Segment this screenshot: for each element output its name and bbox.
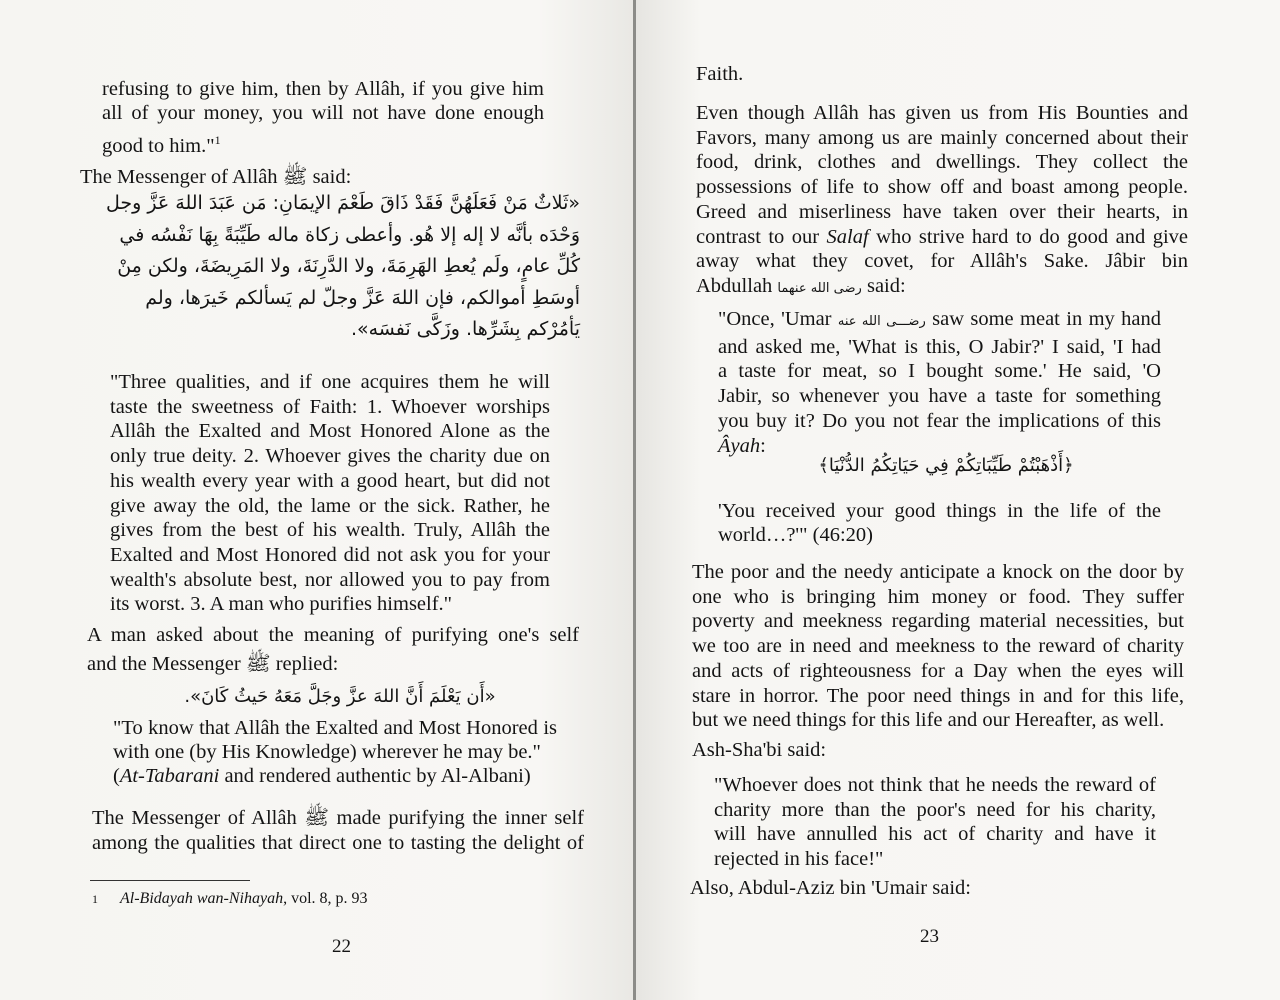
translation-line: Allâh the Exalted and Most Honored Alone as the xyxy=(110,420,550,443)
para-line: Even though Allâh has given us from His Bounties and xyxy=(696,102,1188,124)
arabic-line: كُلِّ عامٍ، ولَم يُعطِ الهَرِمَةَ، ولا الدَّرِنَةَ، ولا المَرِيضَةَ، ولكن مِنْ xyxy=(117,255,580,277)
arabic-ayah: ﴿أَذْهَبْتُمْ طَيِّبَاتِكُمْ فِي حَيَاتِكُمُ الدُّنْيَا﴾ xyxy=(818,455,1074,476)
translation-line: its worst. 3. A man who purifies himself." xyxy=(110,593,453,616)
quote-line: charity more than the poor's need for his charity, xyxy=(714,798,1156,821)
translation-line: taste the sweetness of Faith: 1. Whoever worships xyxy=(110,395,550,418)
para-line: Greed and miserliness have taken over their hearts, in xyxy=(696,200,1188,223)
quote-line: and asked me, 'What is this, O Jabir?' I said, 'I had xyxy=(718,335,1161,358)
arabic-line: أوسَطِ أموالكم، فإن اللهَ عَزَّ وجلّ لم يَسألكم خَيرَها، ولم xyxy=(145,286,580,309)
hadith-translation xyxy=(110,370,550,617)
question-line-2: and the Messenger ﷺ replied: xyxy=(87,653,339,675)
paragraph-1 xyxy=(696,101,1188,302)
closing-line-2: among the qualities that direct one to tasting the delight of xyxy=(92,832,584,854)
left-page xyxy=(0,0,633,1000)
translation-line: wealth's absolute best, nor allowed you to pay from xyxy=(110,568,550,591)
shabi-quote xyxy=(714,773,1156,872)
para-line: Favors, many among us are mainly concerned about their xyxy=(696,126,1188,149)
quote-line: Jabir, so whenever you have a taste for something xyxy=(718,385,1161,408)
para-line: stare in horror. The poor need things in and for this life, xyxy=(692,684,1184,707)
translation-line: give away the old, the lame or the sick. Rather, he xyxy=(110,494,550,517)
honorific-arabic: رضـــى الله عنه xyxy=(837,314,926,329)
right-page xyxy=(636,0,1280,1000)
jabir-quote xyxy=(718,307,1161,458)
honorific-arabic: رضى الله عنهما xyxy=(777,280,862,296)
reply-translation-line-2: with one (by His Knowledge) wherever he may be." xyxy=(113,741,541,763)
opening-line-3: good to him."$^1$ xyxy=(102,133,221,157)
para-line: one who is bringing him money or food. They suffer xyxy=(692,585,1184,608)
footnote-rule xyxy=(90,880,250,881)
page-number: 23 xyxy=(920,926,939,947)
hadith-intro: The Messenger of Allâh ﷺ said: xyxy=(80,166,352,188)
opening-line-2: all of your money, you will not have done enough xyxy=(102,102,544,124)
source-title: At-Tabarani xyxy=(119,765,220,787)
para-line: possessions of life to show off and boast among people. xyxy=(696,176,1188,199)
footnote: 1 Al-Bidayah wan-Nihayah, vol. 8, p. 93 xyxy=(92,890,368,907)
first-line: Faith. xyxy=(696,63,744,85)
para-line: poverty and meekness regarding material necessities, but xyxy=(692,610,1184,633)
page-number: 22 xyxy=(332,936,351,957)
source-citation: (At-Tabarani and rendered authentic by Al-Albani) xyxy=(113,765,531,787)
arabic-hadith xyxy=(100,188,580,346)
para-line: away what they covet, for Allâh's Sake. Jâbir bin xyxy=(696,250,1188,273)
translation-line: only true deity. 2. Whoever gives the charity due on xyxy=(110,445,550,468)
ayah-translation-line-2: world…?'" (46:20) xyxy=(718,524,873,546)
quote-line: you buy it? Do you not fear the implications of this xyxy=(718,409,1161,432)
para-line: and acts of righteousness for a Day when the eyes will xyxy=(692,659,1184,682)
translation-line: "Three qualities, and if one acquires them he will xyxy=(110,371,550,393)
translation-line: gives from the best of his wealth. Truly, Allâh the xyxy=(110,519,550,542)
quote-line: "Whoever does not think that he needs the reward of xyxy=(714,774,1156,796)
para-line-jabir: Abdullah رضى الله عنهما said: xyxy=(696,274,906,297)
quote-line-ayah: Âyah: xyxy=(718,434,766,457)
footnote-title: Al-Bidayah wan-Nihayah xyxy=(120,890,284,907)
arabic-reply: «أَن يَعْلَمَ أَنَّ اللهَ عزَّ وجَلَّ مَعَهُ حَيثُ كَانَ». xyxy=(184,686,496,707)
quote-line: will have annulled his act of charity and have it xyxy=(714,823,1156,846)
quote-line: a taste for meat, so I bought some.' He said, 'O xyxy=(718,360,1161,383)
reply-translation-line-1: "To know that Allâh the Exalted and Most Honored is xyxy=(113,717,557,739)
opening-line-1: refusing to give him, then by Allâh, if you give him xyxy=(102,78,544,100)
translation-line: Exalted and Most Honored did not ask you for your xyxy=(110,543,550,566)
arabic-line: يَأمُرْكم بِشَرِّها. وزَكَّى نَفسَه». xyxy=(350,318,580,340)
arabic-line: وَحْدَه بأنَّه لا إله إلا هُو. وأعطى زكاة ماله طَيِّبَةً بِهَا نَفْسُه في xyxy=(119,223,580,246)
para-line: food, drink, clothes and dwellings. They collect the xyxy=(696,151,1188,174)
ayah-term: Âyah xyxy=(718,434,761,457)
paragraph-2 xyxy=(692,560,1184,733)
para-line: but we need things for this life and our Hereafter, as well. xyxy=(692,709,1165,732)
ayah-translation-line-1: 'You received your good things in the life of the xyxy=(718,500,1161,522)
para-line-salaf: contrast to our Salaf who strive hard to do good and give xyxy=(696,225,1188,248)
shabi-intro: Ash-Sha'bi said: xyxy=(692,739,827,761)
footnote-ref[interactable]: 1 xyxy=(214,133,221,147)
question-line-1: A man asked about the meaning of purifying one's self xyxy=(87,624,579,646)
quote-line: rejected in his face!" xyxy=(714,848,884,871)
para-line: The poor and the needy anticipate a knock on the door by xyxy=(692,561,1184,583)
salaf-term: Salaf xyxy=(826,225,869,248)
last-line: Also, Abdul-Aziz bin 'Umair said: xyxy=(690,877,971,899)
arabic-line: «ثَلاثٌ مَنْ فَعَلَهُنَّ فَقَدْ ذَاقَ طَعْمَ الإيمَانِ: مَن عَبَدَ اللهَ عَزَّ وجل xyxy=(106,192,580,214)
closing-line-1: The Messenger of Allâh ﷺ made purifying the inner self xyxy=(92,807,584,829)
para-line: we too are in need and meekness to the reward of charity xyxy=(692,635,1184,658)
quote-line: "Once, 'Umar رضـــى الله عنه saw some meat in my hand xyxy=(718,308,1161,330)
translation-line: his wealth every year with a good heart, but did not xyxy=(110,469,550,492)
